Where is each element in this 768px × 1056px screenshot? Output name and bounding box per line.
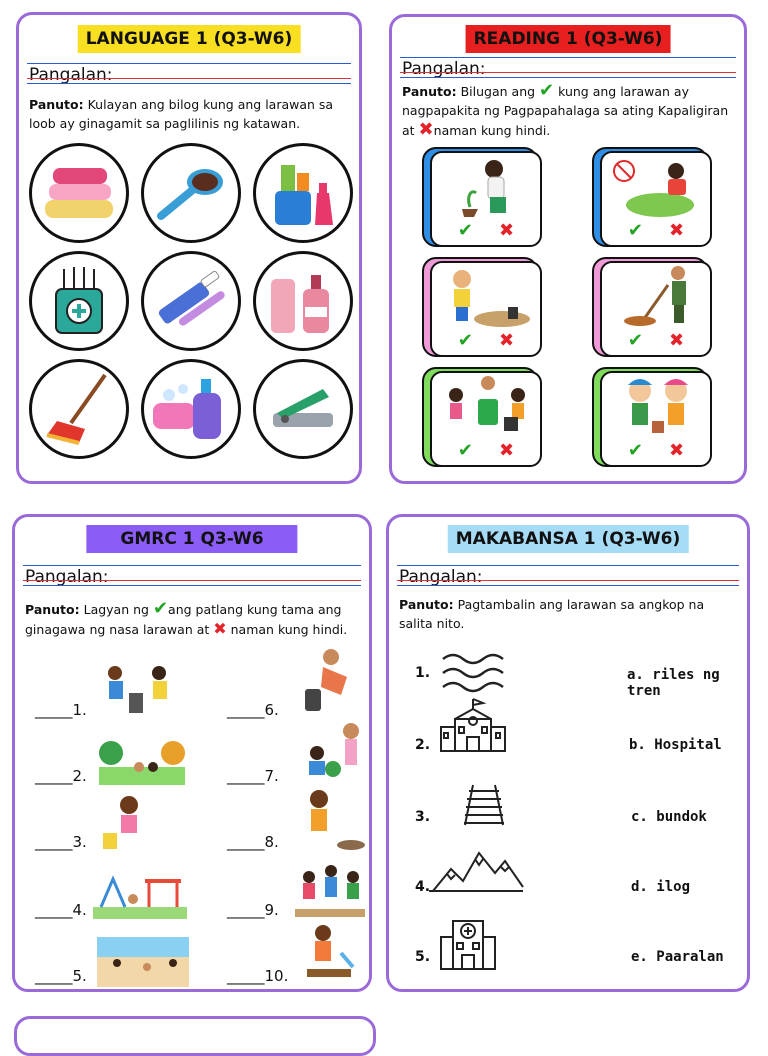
school-icon bbox=[439, 697, 507, 755]
cross-icon: ✖ bbox=[213, 619, 227, 638]
language-worksheet-card bbox=[16, 12, 362, 484]
answer-blank-7[interactable]: _____7. bbox=[227, 767, 279, 785]
item-number-5: 5. bbox=[415, 949, 431, 965]
name-lines bbox=[400, 57, 736, 82]
cross-icon[interactable]: ✖ bbox=[669, 220, 685, 241]
kids-watering-plant-icon bbox=[602, 373, 710, 443]
kids-gardening-icon bbox=[299, 719, 365, 787]
picture-box-4 bbox=[592, 257, 714, 357]
item-circle-soap[interactable] bbox=[141, 359, 241, 459]
instructions: Panuto: Pagtambalin ang larawan sa angkop na salita nito. bbox=[399, 597, 705, 631]
river-icon bbox=[441, 649, 509, 693]
lotion-bottles-icon bbox=[263, 261, 343, 341]
check-icon[interactable]: ✔ bbox=[627, 220, 643, 241]
man-sweeping-leaves-icon bbox=[602, 263, 710, 333]
check-icon[interactable]: ✔ bbox=[627, 440, 643, 461]
name-label: Pangalan: bbox=[402, 59, 486, 79]
picture-box-3 bbox=[422, 257, 544, 357]
item-circle-broom[interactable] bbox=[29, 359, 129, 459]
picture-box-1 bbox=[422, 147, 544, 247]
kids-recycling-icon bbox=[432, 373, 540, 443]
next-worksheet-card-partial bbox=[14, 1016, 376, 1056]
item-circle-toothpaste[interactable] bbox=[141, 251, 241, 351]
makabansa-worksheet-card bbox=[386, 514, 750, 992]
family-cleaning-icon bbox=[295, 861, 365, 921]
soap-icon bbox=[149, 369, 233, 449]
option-a[interactable]: a. riles ng tren bbox=[627, 667, 720, 699]
cleaning-supplies-icon bbox=[263, 153, 343, 233]
check-icon: ✔ bbox=[539, 80, 555, 101]
item-circle-nail-clipper[interactable] bbox=[253, 359, 353, 459]
option-e[interactable]: e. Paaralan bbox=[631, 949, 724, 965]
check-icon[interactable]: ✔ bbox=[457, 440, 473, 461]
item-circle-towels[interactable] bbox=[29, 143, 129, 243]
answer-blank-9[interactable]: _____9. bbox=[227, 901, 279, 919]
instructions: Panuto: Bilugan ang ✔ kung ang larawan ay nagpapakita ng Pagpapahalaga sa ating Kapaligiran at ✖naman kung hindi. bbox=[402, 80, 729, 140]
check-icon[interactable]: ✔ bbox=[457, 220, 473, 241]
instructions: Panuto: Kulayan ang bilog kung ang larawan sa loob ay ginagamit sa paglilinis ng katawan. bbox=[29, 97, 334, 131]
reading-title: READING 1 (Q3-W6) bbox=[466, 25, 671, 53]
girl-throwing-trash-icon bbox=[99, 793, 159, 853]
name-lines bbox=[27, 63, 351, 88]
picture-box-6 bbox=[592, 367, 714, 467]
option-c[interactable]: c. bundok bbox=[631, 809, 707, 825]
item-number-4: 4. bbox=[415, 879, 431, 895]
answer-blank-10[interactable]: _____10. bbox=[227, 967, 289, 985]
gmrc-worksheet-card bbox=[12, 514, 372, 992]
broom-icon bbox=[39, 369, 119, 449]
instructions: Panuto: Lagyan ng ✔ang patlang kung tama ang ginagawa ng nasa larawan at ✖ naman kung hindi. bbox=[25, 598, 348, 638]
kids-cleaning-icon bbox=[99, 663, 175, 719]
option-d[interactable]: d. ilog bbox=[631, 879, 691, 895]
item-number-3: 3. bbox=[415, 809, 431, 825]
answer-blank-3[interactable]: _____3. bbox=[35, 833, 87, 851]
makabansa-title: MAKABANSA 1 (Q3-W6) bbox=[448, 525, 689, 553]
picture-box-5 bbox=[422, 367, 544, 467]
man-picking-trash-icon bbox=[301, 647, 363, 719]
language-title: LANGUAGE 1 (Q3-W6) bbox=[78, 25, 301, 53]
item-circle-hairbrush[interactable] bbox=[141, 143, 241, 243]
mountains-icon bbox=[429, 847, 525, 893]
nail-clipper-icon bbox=[263, 369, 343, 449]
check-icon[interactable]: ✔ bbox=[627, 330, 643, 351]
name-lines bbox=[23, 565, 361, 590]
answer-blank-6[interactable]: _____6. bbox=[227, 701, 279, 719]
cross-icon[interactable]: ✖ bbox=[499, 220, 515, 241]
item-circle-cotton-buds[interactable] bbox=[29, 251, 129, 351]
cross-icon[interactable]: ✖ bbox=[669, 440, 685, 461]
answer-blank-5[interactable]: _____5. bbox=[35, 967, 87, 985]
railroad-tracks-icon bbox=[459, 783, 509, 827]
name-lines bbox=[397, 565, 739, 590]
name-label: Pangalan: bbox=[29, 65, 113, 85]
kids-in-park-icon bbox=[99, 737, 185, 785]
hospital-icon bbox=[439, 913, 497, 971]
check-icon[interactable]: ✔ bbox=[457, 330, 473, 351]
girl-planting-icon bbox=[432, 153, 540, 223]
name-label: Pangalan: bbox=[399, 567, 483, 587]
cross-icon[interactable]: ✖ bbox=[499, 440, 515, 461]
item-circle-cleaning-supplies[interactable] bbox=[253, 143, 353, 243]
answer-blank-8[interactable]: _____8. bbox=[227, 833, 279, 851]
item-number-2: 2. bbox=[415, 737, 431, 753]
girl-littering-food-icon bbox=[301, 787, 367, 853]
toothpaste-toothbrush-icon bbox=[151, 261, 231, 341]
hairbrush-icon bbox=[151, 158, 231, 228]
item-circle-lotion[interactable] bbox=[253, 251, 353, 351]
answer-blank-4[interactable]: _____4. bbox=[35, 901, 87, 919]
kids-playground-icon bbox=[93, 871, 187, 919]
check-icon: ✔ bbox=[152, 598, 169, 619]
cross-icon: ✖ bbox=[418, 119, 434, 140]
girl-dumping-waste-icon bbox=[301, 923, 363, 985]
option-b[interactable]: b. Hospital bbox=[629, 737, 722, 753]
item-number-1: 1. bbox=[415, 665, 431, 681]
cross-icon[interactable]: ✖ bbox=[669, 330, 685, 351]
boy-no-picking-flowers-icon bbox=[602, 153, 710, 223]
towels-icon bbox=[39, 158, 119, 228]
boy-littering-icon bbox=[432, 263, 540, 333]
answer-blank-1[interactable]: _____1. bbox=[35, 701, 87, 719]
reading-worksheet-card bbox=[389, 14, 747, 484]
cotton-buds-icon bbox=[44, 261, 114, 341]
kids-beach-cleanup-icon bbox=[97, 937, 189, 987]
cross-icon[interactable]: ✖ bbox=[499, 330, 515, 351]
gmrc-title: GMRC 1 Q3-W6 bbox=[86, 525, 297, 553]
name-label: Pangalan: bbox=[25, 567, 109, 587]
answer-blank-2[interactable]: _____2. bbox=[35, 767, 87, 785]
picture-box-2 bbox=[592, 147, 714, 247]
